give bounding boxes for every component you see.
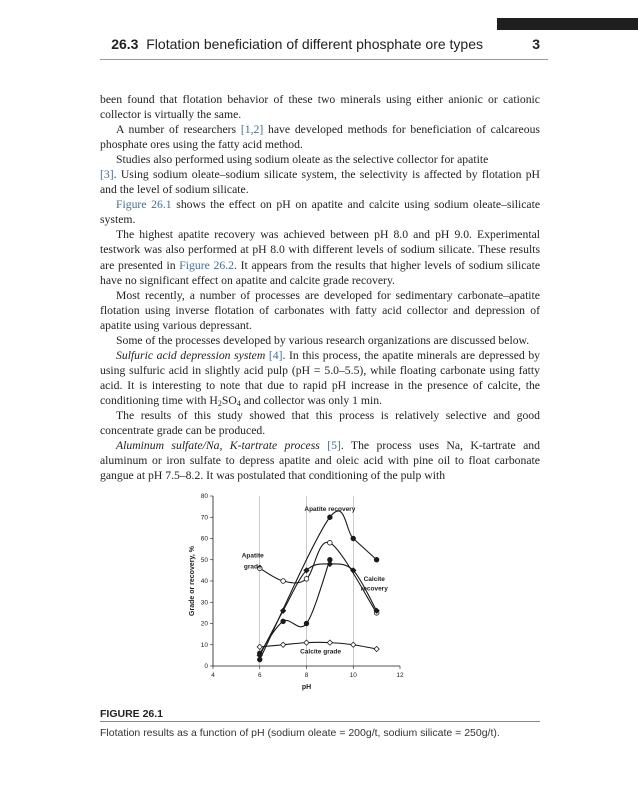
unlabeled-series-point [328, 557, 333, 562]
x-tick-label: 8 [304, 672, 309, 679]
unlabeled-series-point [257, 651, 262, 656]
calcite-recovery-line [260, 564, 377, 655]
paragraph [100, 288, 540, 333]
reference-link[interactable]: [1,2] [240, 123, 264, 137]
y-tick-label: 30 [200, 599, 208, 607]
apatite-recovery-point [374, 557, 379, 562]
text-run: A number of researchers [116, 123, 241, 137]
calcite-grade-point [351, 642, 356, 647]
text-run: been found that flotation behavior of these two minerals using either anionic or cationic collector is virtually the same. [100, 93, 540, 122]
section-title: Flotation beneficiation of different phosphate ore types [146, 36, 483, 52]
figure-label: FIGURE 26.1 [100, 708, 164, 720]
text-run: Studies also performed using sodium oleate as the selective collector for apatite [116, 153, 489, 167]
header-rule [100, 59, 548, 60]
paragraph [100, 152, 540, 167]
body-text [100, 92, 540, 483]
subscript: 2 [217, 398, 222, 408]
paragraph [100, 227, 540, 287]
calcite-grade-point [281, 642, 286, 647]
apatite-recovery-line [260, 511, 377, 660]
flotation-chart [180, 488, 420, 698]
y-axis-label: Grade or recovery, % [189, 546, 196, 616]
text-run: Some of the processes developed by various research organizations are discussed below. [116, 333, 530, 347]
y-tick-label: 10 [200, 641, 208, 649]
reference-link[interactable]: [3] [100, 168, 114, 182]
paragraph [100, 333, 540, 348]
paragraph [100, 167, 540, 197]
text-run: have developed methods for beneficiation of calcareous phosphate ores using the fatty acid method. [100, 123, 540, 152]
paragraph [100, 92, 540, 122]
paragraph [100, 348, 540, 408]
y-tick-label: 40 [200, 578, 208, 586]
unlabeled-series-line [260, 560, 330, 654]
y-tick-label: 80 [200, 493, 208, 501]
reference-link[interactable]: [4] [268, 348, 283, 362]
text-run: SO [221, 393, 237, 407]
y-tick-label: 0 [204, 663, 208, 671]
subscript: 4 [236, 398, 241, 408]
y-tick-label: 60 [200, 535, 208, 543]
y-tick-label: 20 [200, 620, 208, 628]
apatite-grade-label: grade [243, 563, 262, 571]
x-tick-label: 6 [257, 672, 262, 679]
reference-link[interactable]: [5] [327, 439, 341, 453]
calcite-grade-point [327, 640, 332, 645]
calcite-recovery-label: recovery [360, 585, 388, 593]
paragraph [100, 438, 540, 483]
text-run: . The process uses Na, K-tartrate and aluminum or iron sulfate to depress apatite and oleic acid with pine oil to float carbonate gangue at pH 7.5–8.2. It was postulated that conditioning of the pulp with [100, 439, 540, 483]
calcite-recovery-label: Calcite [363, 576, 385, 583]
process-title: Sulfuric acid depression system [116, 348, 266, 362]
calcite-grade-point [374, 646, 379, 651]
text-run: The highest apatite recovery was achieved between pH 8.0 and pH 9.0. Experimental testwork was also performed at pH 8.0 with different levels of sodium silicate. These results are presented in [100, 228, 540, 272]
calcite-grade-label: Calcite grade [300, 648, 341, 656]
apatite-grade-point [328, 540, 333, 545]
unlabeled-series-point [281, 619, 286, 624]
figure-link[interactable]: Figure 26.2 [179, 258, 234, 272]
paragraph [100, 197, 540, 227]
text-run: and collector was only 1 min. [240, 393, 382, 407]
apatite-recovery-point [351, 536, 356, 541]
text-run: . It appears from the results that higher levels of sodium silicate have no significant effect on apatite and calcite grade recovery. [100, 258, 541, 287]
text-run: . Using sodium oleate–sodium silicate system, the selectivity is affected by flotation pH and the level of sodium silicate. [100, 168, 540, 197]
apatite-grade-point [281, 579, 286, 584]
y-tick-label: 70 [200, 514, 208, 522]
figure-rule [100, 721, 540, 722]
x-axis-label: pH [301, 684, 312, 691]
text-run: shows the effect on pH on apatite and calcite using sodium oleate–silicate system. [100, 198, 541, 227]
apatite-grade-point [304, 577, 309, 582]
process-title: Aluminum sulfate/Na, K-tartrate process [116, 439, 320, 453]
unlabeled-series-point [304, 621, 309, 626]
x-tick-label: 4 [211, 672, 215, 679]
x-tick-label: 12 [396, 672, 404, 679]
x-tick-label: 10 [349, 672, 357, 679]
calcite-grade-point [304, 640, 309, 645]
paragraph [100, 122, 540, 152]
text-run: . In this process, the apatite minerals are depressed by using sulfuric acid in slightly acid pulp (pH = 5.0–5.5), while floating carbonate using fatty acid. It is interesting to note that due to rapid pH increase in the presence of calcite, the conditioning time with H [100, 348, 541, 407]
page-number: 3 [532, 36, 540, 52]
header-accent-bar [497, 18, 638, 30]
text-run: Most recently, a number of processes are developed for sedimentary carbonate–apatite flotation using inverse flotation of carbonates with fatty acid collector and depression of apatite using various depressant. [100, 288, 540, 332]
paragraph [100, 408, 540, 438]
figure-caption: Flotation results as a function of pH (sodium oleate = 200g/t, sodium silicate = 250g/t). [100, 727, 500, 739]
calcite-grade-point [257, 644, 262, 649]
section-number: 26.3 [111, 36, 139, 52]
apatite-recovery-label: Apatite recovery [304, 505, 356, 513]
y-tick-label: 50 [200, 556, 208, 564]
text-run: The results of this study showed that this process is relatively selective and good concentrate grade can be produced. [100, 408, 540, 438]
figure-link[interactable]: Figure 26.1 [116, 198, 172, 212]
apatite-grade-label: Apatite [241, 552, 264, 560]
page-header [100, 36, 548, 56]
running-head [111, 36, 483, 52]
apatite-recovery-point [328, 515, 333, 520]
